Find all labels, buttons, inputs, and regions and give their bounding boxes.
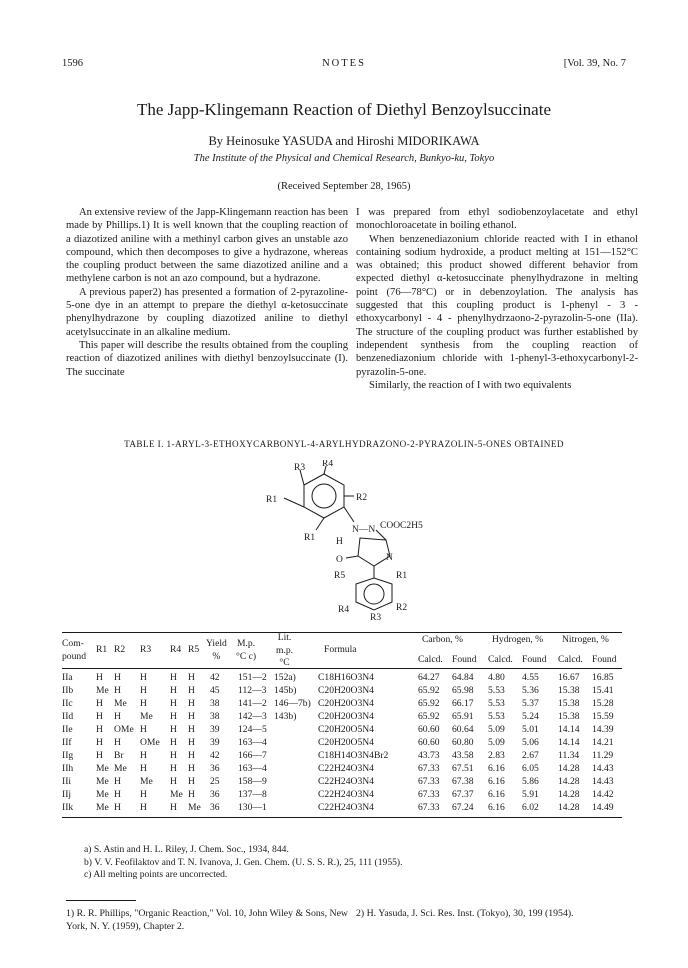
table-cell-formula: C18H16O3N4 [318, 672, 374, 683]
table-cell-c-found: 67.38 [452, 776, 474, 787]
table-cell-c-calc: 65.92 [418, 685, 440, 696]
table-cell-h-calc: 5.53 [488, 685, 505, 696]
table-cell-r3: Me [140, 776, 153, 787]
bottom-benzene-ring [356, 578, 392, 610]
table-cell-mp: 166—7 [238, 750, 267, 761]
header-r3: R3 [140, 644, 152, 655]
header-r5: R5 [188, 644, 200, 655]
received-date: (Received September 28, 1965) [277, 181, 411, 192]
table-cell-h-calc: 2.83 [488, 750, 505, 761]
table-cell-h-found: 5.86 [522, 776, 539, 787]
table-cell-c-found: 43.58 [452, 750, 474, 761]
table-cell-r2: H [114, 737, 121, 748]
table-cell-yield: 39 [210, 737, 220, 748]
table-cell-r2: Me [114, 698, 127, 709]
table-cell-n-calc: 11.34 [558, 750, 580, 761]
table-cell-h-found: 5.36 [522, 685, 539, 696]
table-cell-formula: C22H24O3N4 [318, 763, 374, 774]
table-cell-n-found: 11.29 [592, 750, 614, 761]
header-found: Found [592, 654, 617, 665]
table-rule-bottom [62, 817, 622, 818]
table-cell-formula: C22H24O3N4 [318, 789, 374, 800]
label-n: N [386, 553, 393, 563]
table-cell-h-calc: 6.16 [488, 802, 505, 813]
table-cell-r1: H [96, 737, 103, 748]
table-cell-cmp: IId [62, 711, 74, 722]
header-carbon: Carbon, % [422, 634, 464, 645]
table-cell-cmp: IIf [62, 737, 72, 748]
table-cell-formula: C20H20O3N4 [318, 685, 374, 696]
header-calcd: Calcd. [488, 654, 513, 665]
table-cell-h-calc: 6.16 [488, 763, 505, 774]
table-cell-c-calc: 67.33 [418, 776, 440, 787]
affiliation: The Institute of the Physical and Chemical Research, Bunkyo-ku, Tokyo [193, 153, 495, 164]
table-cell-yield: 42 [210, 750, 220, 761]
table-cell-r3: H [140, 789, 147, 800]
table-cell-h-found: 6.05 [522, 763, 539, 774]
page-number: 1596 [62, 58, 83, 69]
table-cell-yield: 25 [210, 776, 220, 787]
table-cell-r3: H [140, 750, 147, 761]
label-r2-bottom: R2 [396, 603, 408, 613]
table-cell-n-calc: 14.14 [558, 724, 580, 735]
table-cell-h-calc: 5.09 [488, 737, 505, 748]
table-cell-yield: 36 [210, 789, 220, 800]
reference-2: 2) H. Yasuda, J. Sci. Res. Inst. (Tokyo), 30, 199 (1954). [356, 908, 574, 919]
table-cell-formula: C20H20O3N4 [318, 711, 374, 722]
footnote: c) All melting points are uncorrected. [84, 869, 228, 880]
table-cell-h-found: 5.01 [522, 724, 539, 735]
table-cell-lit: 145b) [274, 685, 297, 696]
table-cell-mp: 124—5 [238, 724, 267, 735]
table-cell-lit: 152a) [274, 672, 296, 683]
table-cell-c-calc: 65.92 [418, 711, 440, 722]
table-cell-n-calc: 14.28 [558, 802, 580, 813]
paragraph: Similarly, the reaction of I with two equivalents [369, 379, 572, 391]
paragraph: An extensive review of the Japp-Klingemann reaction has been made by Phillips.1) It is well known that the coupling reaction of a diazotized aniline with a methinyl carbon gives an unstable azo compound, which then decomposes to give a hydrazone, whereas the coupling product between the same diazotized aniline and a methylene carbon is not an azo compound, but a hydrazone. [66, 207, 348, 285]
running-header [62, 58, 626, 72]
table-cell-r2: OMe [114, 724, 134, 735]
table-cell-mp: 151—2 [238, 672, 267, 683]
reference-rule [66, 900, 136, 901]
table-cell-h-calc: 6.16 [488, 776, 505, 787]
label-r4-bottom: R4 [338, 605, 350, 615]
label-r1-top: R1 [266, 495, 278, 505]
table-cell-n-calc: 16.67 [558, 672, 580, 683]
bond [284, 498, 304, 507]
table-cell-formula: C20H20O5N4 [318, 737, 374, 748]
paragraph: A previous paper2) has presented a formation of 2-pyrazoline-5-one dye in an attempt to prepare the diethyl α-ketosuccinate phenylhydrazone by coupling diazotized aniline to diethyl acetylsuccinate in an alkaline medium. [66, 286, 348, 338]
label-cooet: COOC2H5 [380, 521, 423, 531]
label-r2-top: R2 [356, 493, 368, 503]
table-cell-n-found: 14.49 [592, 802, 614, 813]
table-cell-yield: 36 [210, 802, 220, 813]
table-cell-cmp: IIk [62, 802, 74, 813]
table-cell-mp: 142—3 [238, 711, 267, 722]
section-label: NOTES [322, 58, 366, 69]
footnote: a) S. Astin and H. L. Riley, J. Chem. Soc., 1934, 844. [84, 844, 289, 855]
table-cell-n-calc: 14.28 [558, 763, 580, 774]
table-cell-n-found: 16.85 [592, 672, 614, 683]
table-cell-c-calc: 60.60 [418, 737, 440, 748]
table-cell-c-calc: 67.33 [418, 763, 440, 774]
table-cell-r4: H [170, 750, 177, 761]
table-row [62, 711, 622, 724]
table-cell-c-calc: 64.27 [418, 672, 440, 683]
table-cell-n-found: 14.39 [592, 724, 614, 735]
table-cell-n-found: 15.59 [592, 711, 614, 722]
header-r4: R4 [170, 644, 182, 655]
table-cell-r2: H [114, 672, 121, 683]
table-cell-r5: Me [188, 802, 201, 813]
table-cell-r4: H [170, 802, 177, 813]
table-cell-mp: 141—2 [238, 698, 267, 709]
table-cell-r5: H [188, 698, 195, 709]
volume-label: [Vol. 39, No. 7 [563, 58, 626, 69]
table-cell-n-found: 14.21 [592, 737, 614, 748]
table-cell-r4: H [170, 698, 177, 709]
structure-diagram [244, 460, 434, 620]
table-cell-n-found: 14.43 [592, 776, 614, 787]
table-cell-r5: H [188, 737, 195, 748]
table-cell-h-calc: 5.09 [488, 724, 505, 735]
table-cell-r3: H [140, 802, 147, 813]
table-cell-r1: H [96, 698, 103, 709]
table-cell-h-calc: 5.53 [488, 711, 505, 722]
table-cell-c-found: 65.98 [452, 685, 474, 696]
paragraph: I was prepared from ethyl sodiobenzoylacetate and ethyl monochloroacetate in boiling ethanol. [356, 207, 638, 232]
table-cell-r5: H [188, 672, 195, 683]
table-cell-n-found: 15.41 [592, 685, 614, 696]
table-row [62, 698, 622, 711]
table-cell-c-found: 64.84 [452, 672, 474, 683]
right-column [356, 206, 638, 392]
table-cell-mp: 112—3 [238, 685, 267, 696]
table-cell-r3: H [140, 698, 147, 709]
table-cell-c-found: 67.24 [452, 802, 474, 813]
article-title: The Japp-Klingemann Reaction of Diethyl Benzoylsuccinate [136, 100, 551, 119]
table-cell-mp: 163—4 [238, 763, 267, 774]
header-yield: Yield % [206, 638, 227, 662]
table-cell-mp: 137—8 [238, 789, 267, 800]
header-nitrogen: Nitrogen, % [562, 634, 609, 645]
table-cell-r1: Me [96, 789, 109, 800]
table-caption: TABLE I. 1-ARYL-3-ETHOXYCARBONYL-4-ARYLHYDRAZONO-2-PYRAZOLIN-5-ONES OBTAINED [124, 439, 564, 449]
table-cell-c-found: 66.17 [452, 698, 474, 709]
table-cell-r3: H [140, 685, 147, 696]
table-cell-r2: Me [114, 763, 127, 774]
table-cell-r5: H [188, 763, 195, 774]
label-o: O [336, 555, 343, 565]
label-h: H [336, 537, 343, 547]
header-calcd: Calcd. [558, 654, 583, 665]
table-cell-r5: H [188, 711, 195, 722]
table-cell-h-calc: 4.80 [488, 672, 505, 683]
table-cell-r2: H [114, 802, 121, 813]
table-cell-r3: H [140, 724, 147, 735]
table-cell-yield: 45 [210, 685, 220, 696]
label-r1-left: R1 [304, 533, 316, 543]
paragraph: This paper will describe the results obtained from the coupling reaction of diazotized anilines with diethyl benzoylsuccinate (I). The succinate [66, 339, 348, 378]
table-cell-n-found: 14.43 [592, 763, 614, 774]
table-cell-r2: H [114, 789, 121, 800]
table-cell-r5: H [188, 685, 195, 696]
header-mp: M.p. °C c) [236, 638, 257, 662]
table-cell-h-calc: 6.16 [488, 789, 505, 800]
table-cell-mp: 130—1 [238, 802, 267, 813]
table-cell-formula: C20H20O5N4 [318, 724, 374, 735]
table-cell-r1: Me [96, 776, 109, 787]
header-r1: R1 [96, 644, 108, 655]
table-cell-c-calc: 65.92 [418, 698, 440, 709]
bond [376, 530, 386, 540]
table-cell-r1: H [96, 672, 103, 683]
table-footnotes [84, 844, 403, 882]
footnote: b) V. V. Feofilaktov and T. N. Ivanova, J. Gen. Chem. (U. S. S. R.), 25, 111 (1955). [84, 856, 403, 868]
table-cell-yield: 36 [210, 763, 220, 774]
table-cell-cmp: IIi [62, 776, 72, 787]
table-cell-r3: H [140, 672, 147, 683]
bond [346, 556, 358, 558]
table-cell-lit: 146—7b) [274, 698, 311, 709]
table-cell-n-calc: 15.38 [558, 698, 580, 709]
table-cell-r2: H [114, 776, 121, 787]
table-row [62, 724, 622, 737]
table-cell-r1: Me [96, 685, 109, 696]
table-cell-r1: Me [96, 802, 109, 813]
table-cell-r1: H [96, 750, 103, 761]
table-cell-cmp: IIa [62, 672, 73, 683]
left-column [66, 206, 348, 379]
table-cell-r1: H [96, 711, 103, 722]
table-cell-h-found: 5.06 [522, 737, 539, 748]
table-row [62, 776, 622, 789]
header-calcd: Calcd. [418, 654, 443, 665]
table-cell-r5: H [188, 776, 195, 787]
table-cell-c-calc: 43.73 [418, 750, 440, 761]
table-rule-top [62, 632, 622, 633]
table-cell-yield: 42 [210, 672, 220, 683]
table-cell-yield: 38 [210, 698, 220, 709]
label-r3-bottom: R3 [370, 613, 382, 620]
table-cell-h-calc: 5.53 [488, 698, 505, 709]
table-cell-n-found: 14.42 [592, 789, 614, 800]
label-r5: R5 [334, 571, 346, 581]
table-row [62, 789, 622, 802]
table-cell-cmp: IIe [62, 724, 73, 735]
table-cell-cmp: IIg [62, 750, 74, 761]
table-cell-cmp: IIj [62, 789, 72, 800]
table-cell-r4: H [170, 672, 177, 683]
table-cell-cmp: IIb [62, 685, 74, 696]
authors: By Heinosuke YASUDA and Hiroshi MIDORIKAWA [208, 134, 480, 148]
label-r1-bottom: R1 [396, 571, 408, 581]
table-cell-c-found: 60.80 [452, 737, 474, 748]
table-cell-r4: H [170, 763, 177, 774]
bond [316, 518, 324, 530]
table-cell-h-found: 4.55 [522, 672, 539, 683]
table-cell-r2: H [114, 711, 121, 722]
table-cell-r3: Me [140, 711, 153, 722]
table-cell-c-calc: 60.60 [418, 724, 440, 735]
table-cell-h-found: 6.02 [522, 802, 539, 813]
table-cell-h-found: 2.67 [522, 750, 539, 761]
table-row [62, 750, 622, 763]
table-cell-c-found: 67.37 [452, 789, 474, 800]
table-cell-c-calc: 67.33 [418, 802, 440, 813]
table-cell-r2: H [114, 685, 121, 696]
table-cell-r5: H [188, 724, 195, 735]
header-hydrogen: Hydrogen, % [492, 634, 544, 645]
table-cell-r3: H [140, 763, 147, 774]
table-cell-n-calc: 15.38 [558, 685, 580, 696]
reference-1: 1) R. R. Phillips, "Organic Reaction," Vol. 10, John Wiley & Sons, New York, N. Y. (1959), Chapter 2. [66, 908, 349, 932]
table-row [62, 685, 622, 698]
table-cell-yield: 38 [210, 711, 220, 722]
table-cell-n-calc: 14.28 [558, 776, 580, 787]
table-cell-h-found: 5.37 [522, 698, 539, 709]
table-cell-n-calc: 14.14 [558, 737, 580, 748]
table-cell-yield: 39 [210, 724, 220, 735]
table-cell-r5: H [188, 789, 195, 800]
table-cell-r4: Me [170, 789, 183, 800]
table-cell-h-found: 5.91 [522, 789, 539, 800]
top-aromatic-circle [312, 484, 336, 508]
bottom-aromatic-circle [364, 584, 384, 604]
table-cell-c-found: 60.64 [452, 724, 474, 735]
table-cell-r1: Me [96, 763, 109, 774]
table-cell-mp: 158—9 [238, 776, 267, 787]
table-cell-mp: 163—4 [238, 737, 267, 748]
table-cell-r4: H [170, 685, 177, 696]
table-cell-n-found: 15.28 [592, 698, 614, 709]
bond [344, 507, 354, 522]
header-found: Found [452, 654, 477, 665]
table-cell-r4: H [170, 724, 177, 735]
table-rule-header [62, 668, 622, 669]
header-r2: R2 [114, 644, 126, 655]
label-r3-top: R3 [294, 463, 306, 473]
table-cell-r4: H [170, 711, 177, 722]
table-row [62, 763, 622, 776]
label-r4-top: R4 [322, 460, 334, 469]
top-benzene-ring [304, 474, 344, 518]
table-cell-r3: OMe [140, 737, 160, 748]
table-cell-formula: C22H24O3N4 [318, 776, 374, 787]
table-cell-n-calc: 15.38 [558, 711, 580, 722]
table-cell-c-found: 67.51 [452, 763, 474, 774]
header-formula: Formula [324, 644, 357, 655]
table-cell-r2: Br [114, 750, 124, 761]
header-lit-mp: Lit. m.p. °C [276, 632, 294, 668]
table-row [62, 802, 622, 815]
paragraph: When benzenediazonium chloride reacted with I in ethanol containing sodium hydroxide, a product melting at 151—152°C was obtained; this product showed different behavior from expected diethyl α-ketosuccinate phenylhydrazone in melting point (76—78°C) or in debenzoylation. The analysis has suggested that this coupling product is 1-phenyl - 3 - ethoxycarbonyl - 4 - phenylhydrzaono-2-pyrazolin-5-one (IIa). The structure of the coupling product was further established by independent synthesis from the coupling reaction of benzenediazonium chloride with 1-phenyl-3-ethoxycarbonyl-2-pyrazolin-5-one. [356, 233, 638, 378]
header-compound: Com- pound [62, 638, 86, 662]
table-cell-formula: C22H24O3N4 [318, 802, 374, 813]
table-cell-r4: H [170, 737, 177, 748]
table-cell-h-found: 5.24 [522, 711, 539, 722]
label-nn: N—N [352, 525, 376, 535]
table-row [62, 737, 622, 750]
table-cell-cmp: IIc [62, 698, 73, 709]
table-cell-formula: C20H20O3N4 [318, 698, 374, 709]
table-cell-n-calc: 14.28 [558, 789, 580, 800]
table-cell-c-calc: 67.33 [418, 789, 440, 800]
table-cell-cmp: IIh [62, 763, 74, 774]
table-cell-lit: 143b) [274, 711, 297, 722]
table-cell-r5: H [188, 750, 195, 761]
table-cell-formula: C18H14O3N4Br2 [318, 750, 389, 761]
table-row [62, 672, 622, 685]
table-cell-c-found: 65.91 [452, 711, 474, 722]
table-cell-r1: H [96, 724, 103, 735]
table-cell-r4: H [170, 776, 177, 787]
header-found: Found [522, 654, 547, 665]
